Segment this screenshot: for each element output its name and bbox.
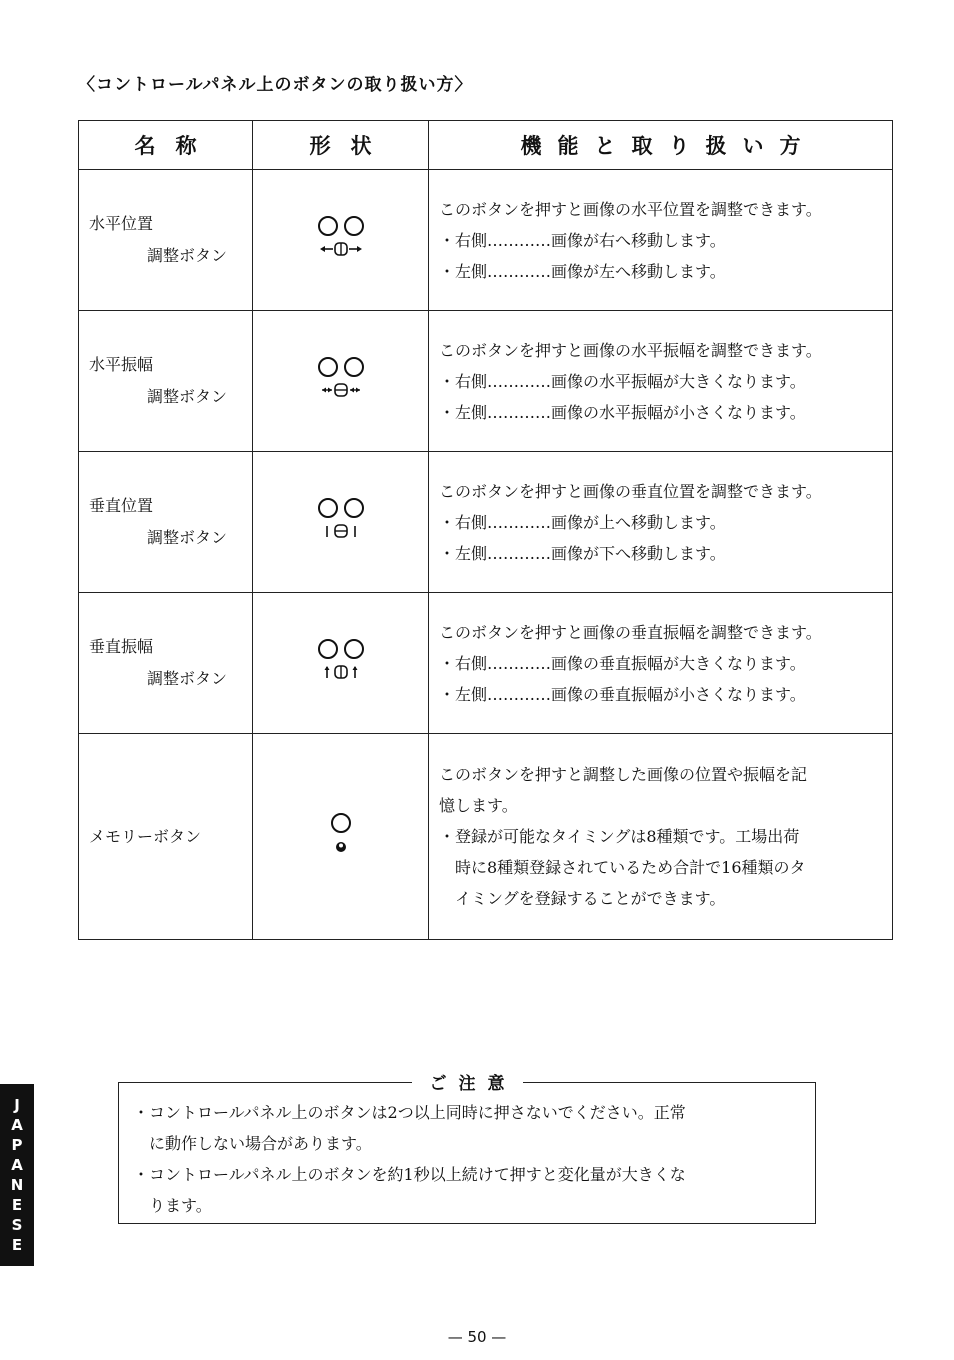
- caution-item-2-line-1: ・コントロールパネル上のボタンを約1秒以上続けて押すと変化量が大きくな: [133, 1165, 686, 1184]
- function-cell: [429, 311, 893, 452]
- page-number: — 50 —: [447, 1328, 507, 1346]
- caution-item-2-line-2: ります。: [149, 1196, 212, 1215]
- side-tab-letter: A: [11, 1116, 23, 1134]
- side-tab-letter: P: [11, 1136, 23, 1154]
- side-tab-letter: N: [10, 1176, 24, 1194]
- function-cell: [429, 452, 893, 593]
- right-side-note: ・右側…………画像の垂直振幅が大きくなります。: [439, 653, 806, 673]
- memory-note-line-2: 時に8種類登録されているため合計で16種類のタ: [455, 858, 806, 877]
- memory-icon: [321, 807, 361, 863]
- name-cell: [79, 452, 253, 593]
- name-line-2: 調整ボタン: [147, 669, 228, 688]
- name-line-1: 垂直振幅: [89, 637, 154, 656]
- language-side-tab: [0, 1084, 34, 1266]
- memory-description-line-2: 憶します。: [439, 796, 518, 815]
- function-description: このボタンを押すと画像の水平位置を調整できます。: [439, 199, 822, 219]
- table-row: [79, 311, 893, 452]
- memory-button-name: メモリーボタン: [89, 826, 202, 846]
- horizontal-position-icon: [306, 213, 376, 263]
- table-row: [79, 593, 893, 734]
- side-tab-letter: E: [11, 1196, 23, 1214]
- name-line-2: 調整ボタン: [147, 528, 228, 547]
- function-cell: [429, 593, 893, 734]
- caution-item-1-line-1: ・コントロールパネル上のボタンは2つ以上同時に押さないでください。正常: [133, 1103, 686, 1122]
- shape-cell: [253, 593, 429, 734]
- left-side-note: ・左側…………画像が左へ移動します。: [439, 261, 726, 281]
- function-cell: [429, 170, 893, 311]
- name-line-1: 水平位置: [89, 214, 154, 233]
- shape-cell: [253, 311, 429, 452]
- table-row: [79, 170, 893, 311]
- caution-box: [118, 1074, 816, 1224]
- left-side-note: ・左側…………画像の垂直振幅が小さくなります。: [439, 684, 806, 704]
- vertical-position-icon: [306, 495, 376, 545]
- function-description: このボタンを押すと画像の垂直位置を調整できます。: [439, 481, 822, 501]
- side-tab-letter: E: [11, 1236, 23, 1254]
- function-cell: [429, 734, 893, 940]
- memory-note-line-3: イミングを登録することができます。: [455, 889, 726, 908]
- left-side-note: ・左側…………画像が下へ移動します。: [439, 543, 726, 563]
- right-side-note: ・右側…………画像が上へ移動します。: [439, 512, 726, 532]
- side-tab-letter: A: [11, 1156, 23, 1174]
- section-heading: 〈コントロールパネル上のボタンの取り扱い方〉: [78, 75, 473, 95]
- header-shape: 形状: [253, 121, 429, 170]
- name-line-1: 水平振幅: [89, 355, 154, 374]
- table-header-row: [79, 121, 893, 170]
- function-description: このボタンを押すと画像の水平振幅を調整できます。: [439, 340, 822, 360]
- caution-item-1-line-2: に動作しない場合があります。: [149, 1134, 372, 1153]
- name-cell: [79, 734, 253, 940]
- name-line-2: 調整ボタン: [147, 387, 228, 406]
- header-function: 機能と取り扱い方: [429, 121, 893, 170]
- shape-cell: [253, 170, 429, 311]
- left-side-note: ・左側…………画像の水平振幅が小さくなります。: [439, 402, 806, 422]
- memory-description-line-1: このボタンを押すと調整した画像の位置や振幅を記: [439, 765, 808, 784]
- caution-title: ご注意: [119, 1069, 815, 1100]
- header-name: 名称: [79, 121, 253, 170]
- shape-cell: [253, 452, 429, 593]
- name-cell: [79, 170, 253, 311]
- function-description: このボタンを押すと画像の垂直振幅を調整できます。: [439, 622, 822, 642]
- table-row: [79, 452, 893, 593]
- right-side-note: ・右側…………画像の水平振幅が大きくなります。: [439, 371, 806, 391]
- memory-note-line-1: ・登録が可能なタイミングは8種類です。工場出荷: [439, 827, 800, 846]
- horizontal-size-icon: [306, 354, 376, 404]
- shape-cell: [253, 734, 429, 940]
- name-cell: [79, 593, 253, 734]
- side-tab-letter: S: [11, 1216, 23, 1234]
- control-button-table: [78, 120, 893, 940]
- right-side-note: ・右側…………画像が右へ移動します。: [439, 230, 726, 250]
- name-line-1: 垂直位置: [89, 496, 154, 515]
- table-row: [79, 734, 893, 940]
- vertical-size-icon: [306, 636, 376, 686]
- name-line-2: 調整ボタン: [147, 246, 228, 265]
- side-tab-letter: J: [14, 1096, 20, 1114]
- name-cell: [79, 311, 253, 452]
